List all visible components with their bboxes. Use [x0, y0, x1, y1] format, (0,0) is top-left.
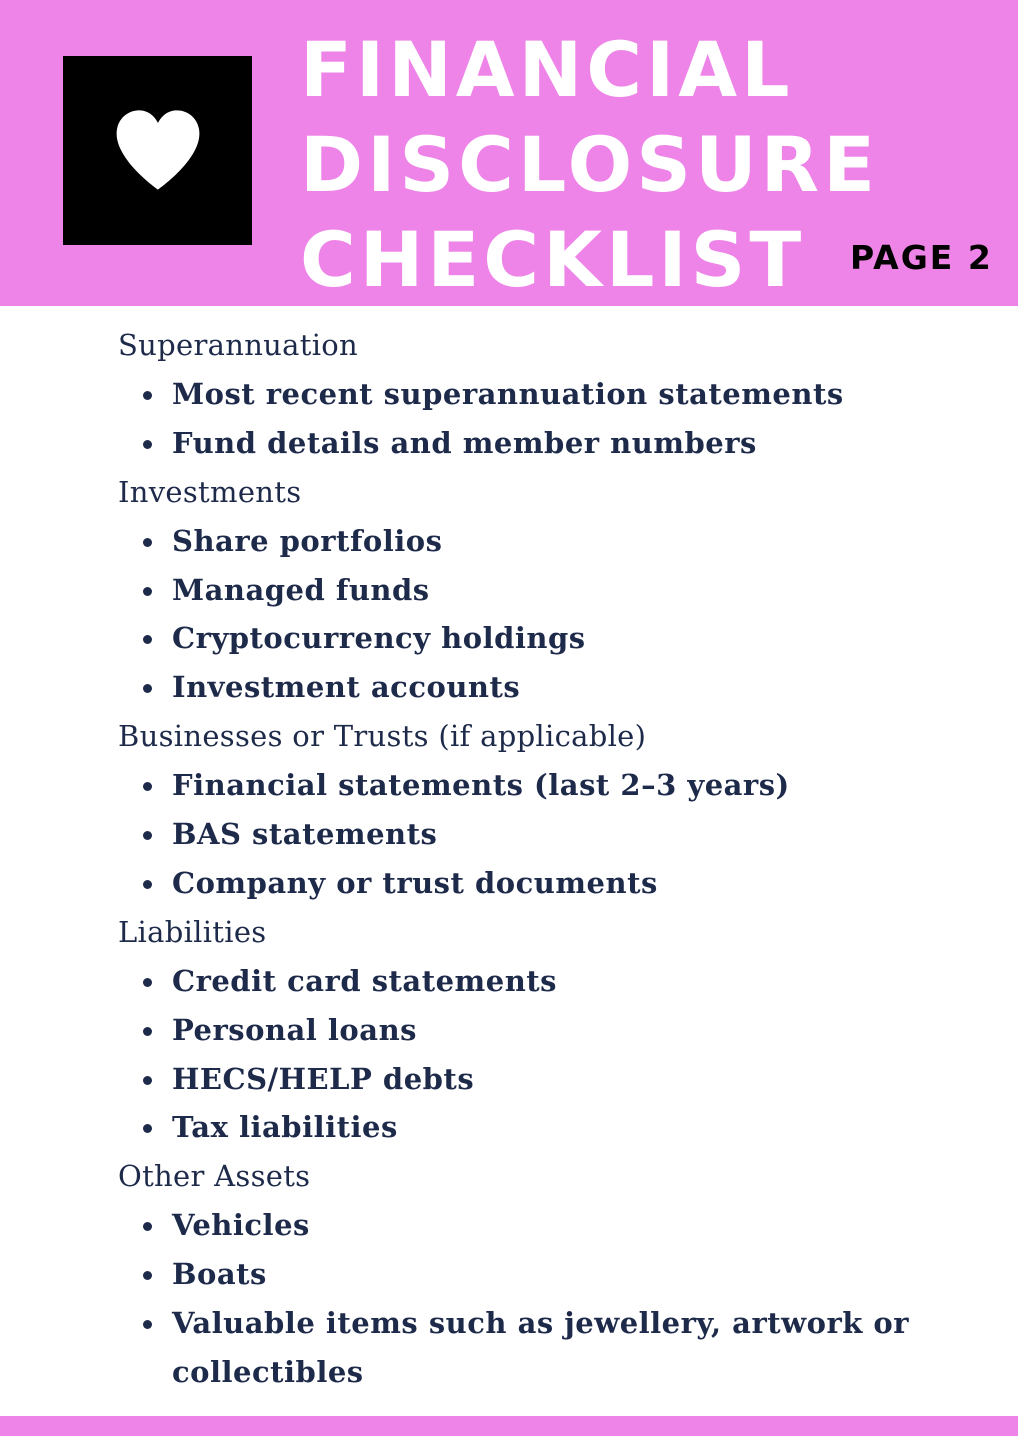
item-list	[118, 517, 978, 713]
bullet-icon	[143, 391, 152, 400]
list-item	[118, 1006, 978, 1055]
list-item-text: Valuable items such as jewellery, artwork or collectibles	[172, 1306, 910, 1389]
section-superannuation	[118, 321, 978, 468]
list-item	[118, 419, 978, 468]
bullet-icon	[143, 1320, 152, 1329]
section-heading: Superannuation	[118, 328, 359, 362]
bullet-icon	[143, 978, 152, 987]
checklist	[118, 321, 978, 1397]
bullet-icon	[143, 538, 152, 547]
item-list	[118, 1201, 978, 1397]
section-heading: Liabilities	[118, 914, 267, 949]
list-item	[118, 957, 978, 1006]
bullet-icon	[143, 880, 152, 889]
header-banner	[0, 0, 1018, 306]
bullet-icon	[143, 782, 152, 791]
list-item-text: Share portfolios	[172, 523, 443, 558]
list-item	[118, 1055, 978, 1104]
list-item-text: Credit card statements	[172, 963, 557, 998]
item-list	[118, 761, 978, 908]
section-heading: Investments	[118, 474, 302, 509]
bullet-icon	[143, 1222, 152, 1231]
list-item-text: BAS statements	[172, 817, 438, 852]
bullet-icon	[143, 635, 152, 644]
bullet-icon	[143, 831, 152, 840]
list-item	[118, 810, 978, 859]
title-line: DISCLOSURE	[300, 120, 880, 209]
bullet-icon	[143, 684, 152, 693]
page-title	[300, 22, 879, 307]
section-businesses-trusts	[118, 712, 978, 908]
bullet-icon	[143, 1027, 152, 1036]
list-item-text: Tax liabilities	[172, 1110, 398, 1145]
section-other-assets	[118, 1152, 978, 1397]
footer-bar	[0, 1416, 1018, 1436]
title-line: FINANCIAL	[300, 25, 794, 114]
section-heading: Businesses or Trusts (if applicable)	[118, 719, 647, 754]
list-item-text: Managed funds	[172, 572, 430, 607]
list-item	[118, 614, 978, 663]
item-list	[118, 370, 978, 468]
list-item	[118, 1103, 978, 1152]
list-item	[118, 1201, 978, 1250]
list-item-text: Fund details and member numbers	[172, 425, 757, 460]
list-item-text: Company or trust documents	[172, 865, 658, 900]
list-item	[118, 566, 978, 615]
page-number-label: PAGE 2	[850, 238, 993, 277]
item-list	[118, 957, 978, 1153]
section-investments	[118, 468, 978, 713]
list-item	[118, 859, 978, 908]
bullet-icon	[143, 1076, 152, 1085]
list-item	[118, 663, 978, 712]
list-item-text: Cryptocurrency holdings	[172, 621, 586, 656]
bullet-icon	[143, 1124, 152, 1133]
bullet-icon	[143, 1271, 152, 1280]
bullet-icon	[143, 440, 152, 449]
list-item-text: Personal loans	[172, 1012, 417, 1047]
list-item	[118, 1299, 978, 1397]
list-item-text: Investment accounts	[172, 670, 521, 705]
title-line: CHECKLIST	[300, 215, 806, 304]
list-item	[118, 761, 978, 810]
heart-icon	[113, 108, 203, 192]
bullet-icon	[143, 587, 152, 596]
section-liabilities	[118, 908, 978, 1153]
section-heading: Other Assets	[118, 1159, 311, 1194]
logo	[63, 56, 252, 245]
list-item	[118, 517, 978, 566]
list-item-text: HECS/HELP debts	[172, 1061, 475, 1096]
list-item	[118, 1250, 978, 1299]
list-item-text: Most recent superannuation statements	[172, 376, 844, 411]
list-item	[118, 370, 978, 419]
list-item-text: Boats	[172, 1257, 267, 1292]
list-item-text: Financial statements (last 2–3 years)	[172, 768, 790, 803]
list-item-text: Vehicles	[172, 1208, 310, 1243]
